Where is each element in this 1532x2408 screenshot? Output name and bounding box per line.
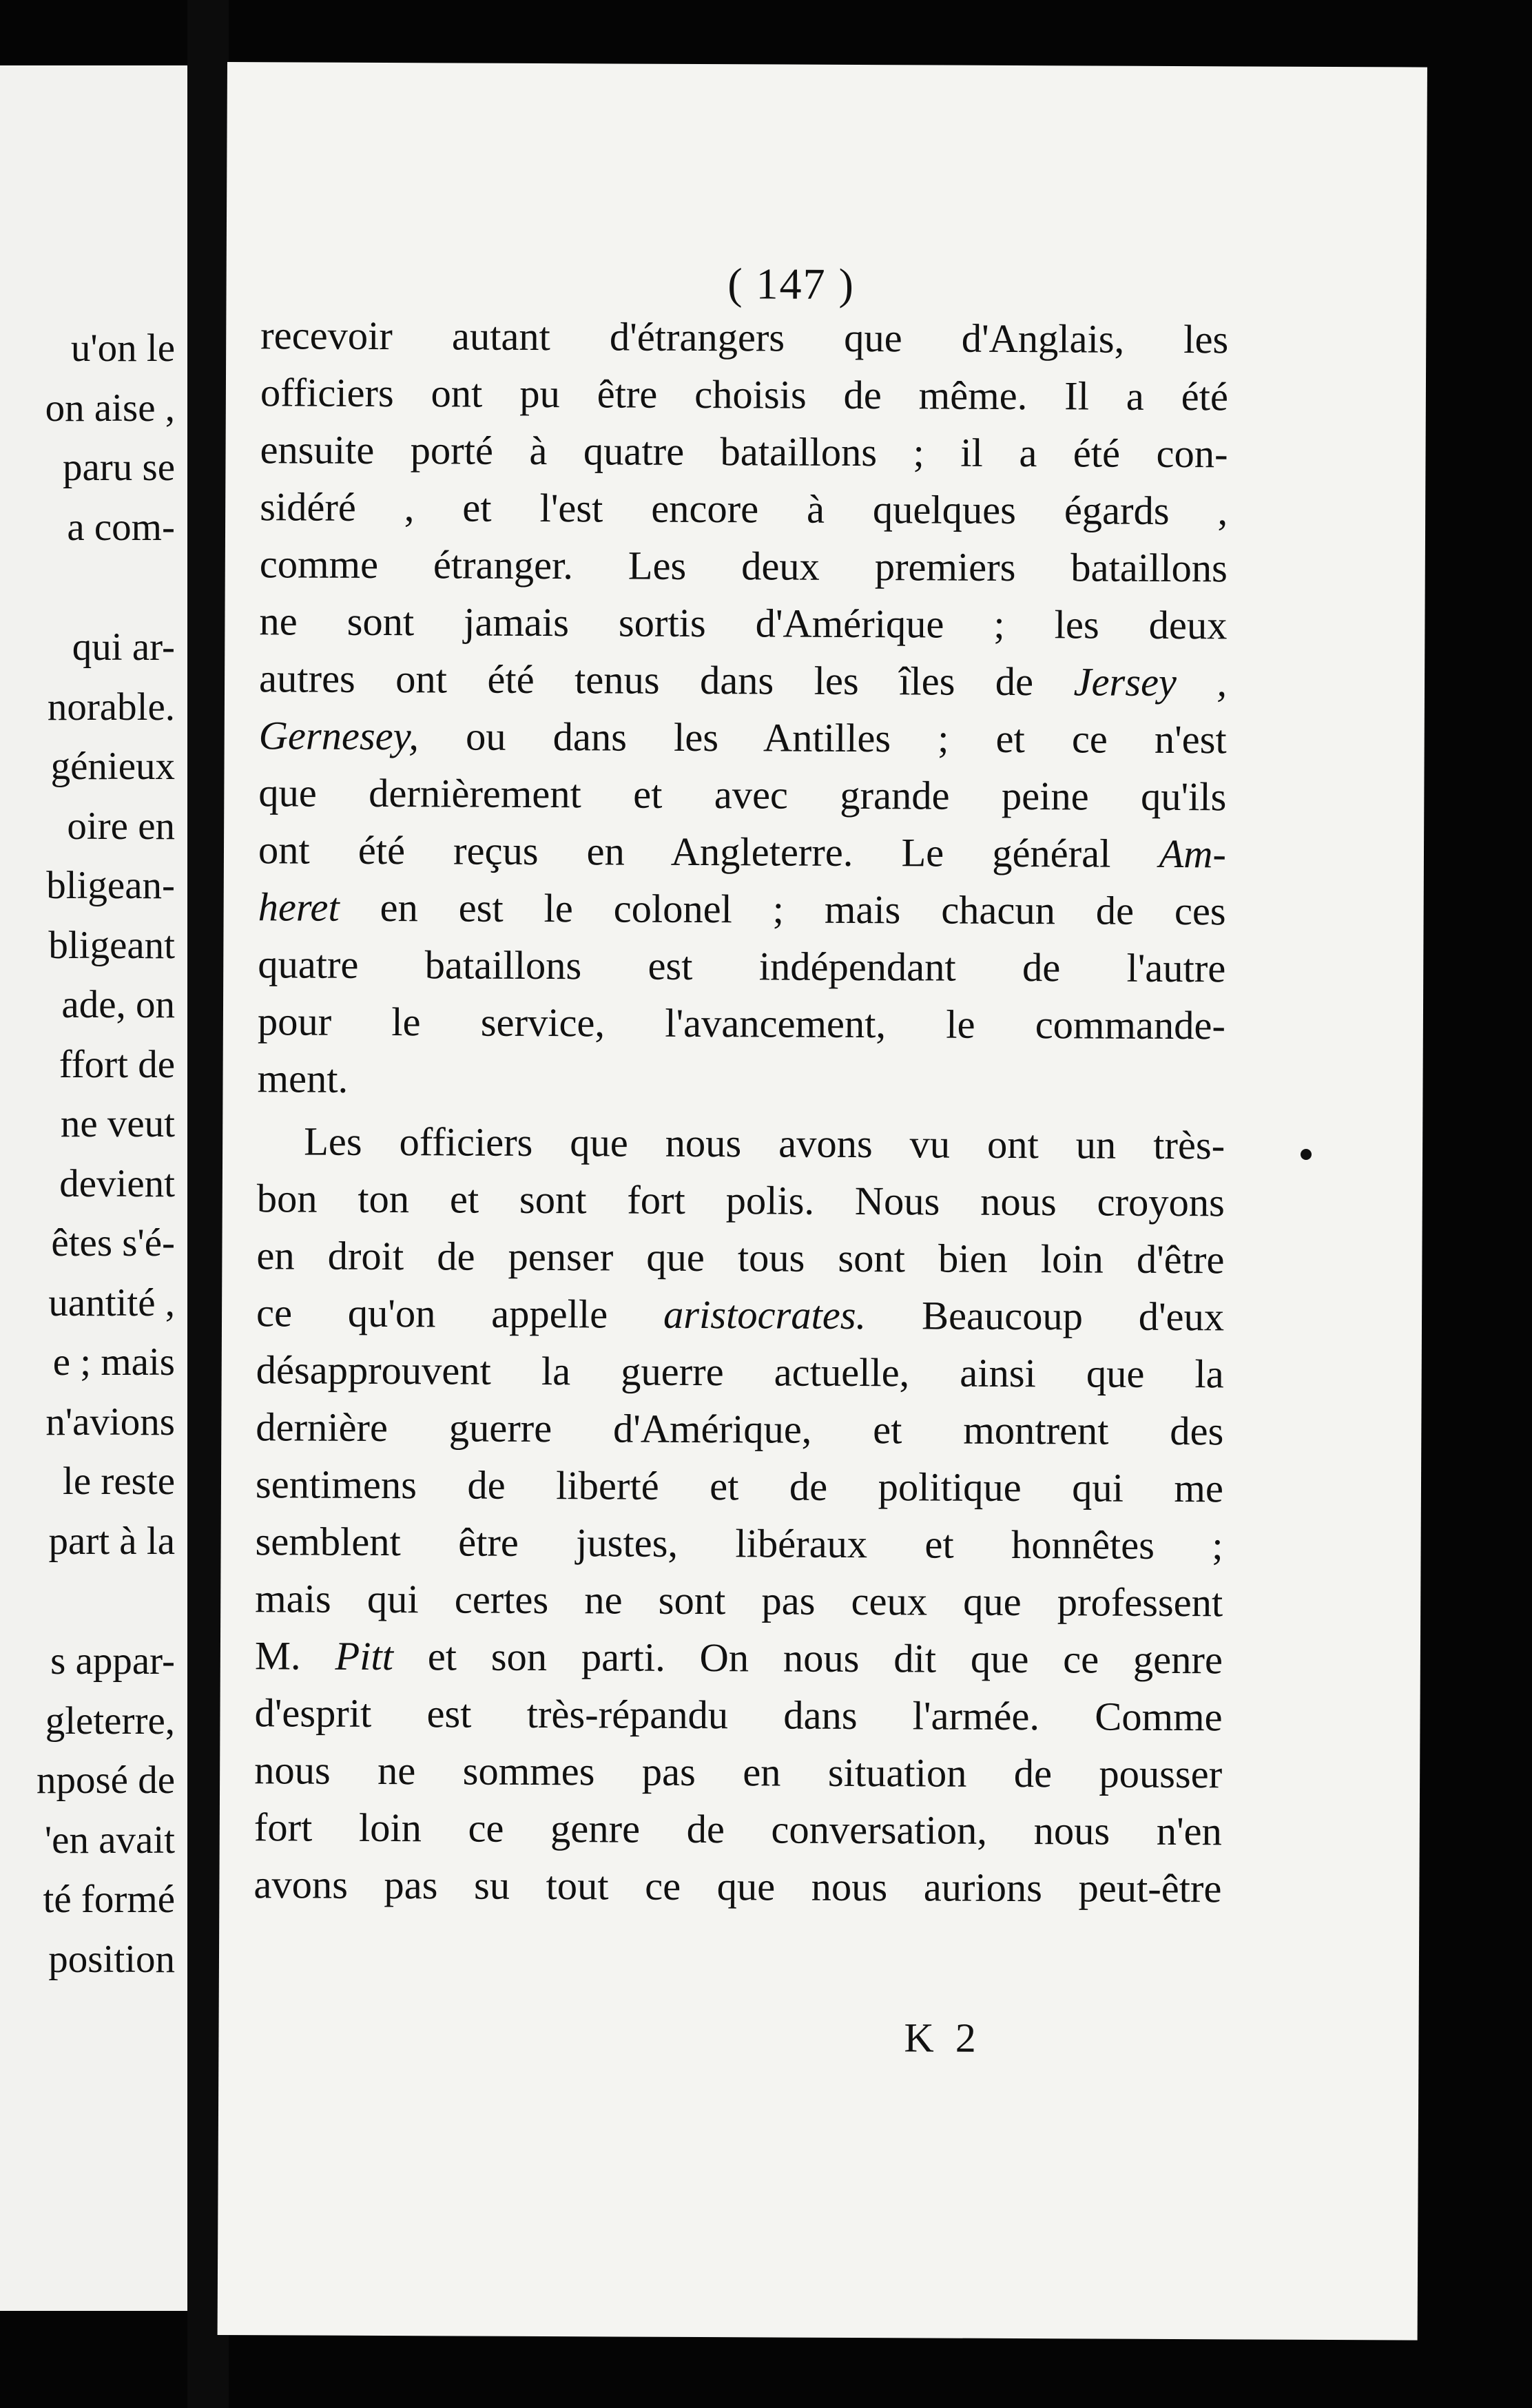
text-line: sidéré , et l'est encore à quelques égards ,	[260, 484, 1228, 534]
previous-page-line: 'en avait	[44, 1818, 175, 1862]
text-segment: M.	[254, 1633, 301, 1679]
book-page	[218, 62, 1427, 2340]
previous-page-line: uantité ,	[48, 1280, 175, 1325]
text-line: comme étranger. Les deux premiers bataillons	[259, 541, 1228, 591]
italic-term: aristocrates.	[663, 1291, 867, 1338]
italic-person-name: heret	[258, 884, 340, 930]
text-segment: en est le colonel ; mais chacun de ces	[380, 884, 1226, 934]
previous-page-line: oire en	[67, 804, 175, 848]
previous-page-line: on aise ,	[45, 386, 175, 430]
text-line: sentimens de liberté et de politique qui me	[255, 1462, 1224, 1511]
previous-page-line: ffort de	[59, 1042, 175, 1086]
text-line	[258, 821, 1226, 882]
previous-page-line: part à la	[48, 1519, 175, 1563]
previous-page-line: nposé de	[36, 1758, 175, 1802]
previous-page-line: êtes s'é-	[51, 1221, 175, 1265]
text-segment: ce qu'on appelle	[256, 1290, 608, 1337]
text-line: fort loin ce genre de conversation, nous n'en	[253, 1805, 1222, 1854]
text-segment: Beaucoup d'eux	[921, 1293, 1225, 1340]
previous-page-line: a com-	[67, 505, 175, 549]
ink-speck	[1301, 1149, 1312, 1160]
previous-page-line: devient	[59, 1161, 175, 1205]
text-line	[259, 650, 1227, 711]
text-line: en droit de penser que tous sont bien loin d'être	[256, 1233, 1225, 1283]
previous-page-line: té formé	[43, 1878, 175, 1921]
text-line: que dernièrement et avec grande peine qu'ils	[258, 770, 1227, 820]
text-line: officiers ont pu être choisis de même. Il a été	[260, 370, 1229, 419]
text-line	[256, 1284, 1224, 1345]
previous-page-line: génieux	[50, 745, 175, 788]
previous-page-line: ne veut	[60, 1102, 175, 1145]
previous-page-line: n'avions	[45, 1400, 175, 1444]
line-gap	[37, 1571, 175, 1632]
previous-page-line: ade, on	[61, 983, 175, 1026]
previous-page-line: position	[48, 1937, 175, 1981]
text-line: ensuite porté à quatre bataillons ; il a été con-	[260, 427, 1228, 477]
text-line: nous ne sommes pas en situation de pousser	[254, 1747, 1223, 1797]
previous-page-line: s appar-	[50, 1639, 175, 1683]
previous-page-text	[37, 319, 175, 1989]
text-segment: autres ont été tenus dans les îles de	[258, 656, 1034, 705]
text-line: semblent être justes, libéraux et honnêtes ;	[255, 1519, 1223, 1568]
previous-page-line: bligeant	[48, 923, 175, 967]
italic-person-name: Am-	[1159, 831, 1227, 877]
text-line: avons pas su tout ce que nous aurions peut-être	[253, 1862, 1222, 1911]
text-line	[258, 878, 1225, 940]
text-line: ment.	[257, 1056, 349, 1101]
text-segment: ont été reçus en Angleterre. Le général	[258, 827, 1111, 876]
italic-place-name: Gernesey,	[258, 713, 420, 759]
previous-page-line: gleterre,	[45, 1699, 175, 1743]
page-body	[253, 307, 1228, 1917]
previous-page-line: bligean-	[46, 864, 175, 907]
text-line: désapprouvent la guerre actuelle, ainsi que la	[256, 1347, 1224, 1397]
line-gap	[37, 557, 175, 618]
text-line: quatre bataillons est indépendant de l'autre	[258, 942, 1226, 991]
text-line	[259, 707, 1227, 768]
text-line: dernière guerre d'Amérique, et montrent des	[256, 1404, 1224, 1454]
text-line	[255, 1627, 1223, 1688]
previous-page-line: le reste	[63, 1460, 175, 1503]
previous-page-line: qui ar-	[72, 625, 175, 669]
text-line: Les officiers que nous avons vu ont un très-	[304, 1119, 1225, 1168]
previous-page-line: e ; mais	[52, 1340, 175, 1384]
text-line: mais qui certes ne sont pas ceux que professent	[255, 1576, 1223, 1626]
text-line: recevoir autant d'étrangers que d'Anglais, les	[260, 313, 1229, 362]
previous-page-line: norable.	[47, 685, 175, 729]
text-line: ne sont jamais sortis d'Amérique ; les deux	[259, 599, 1228, 648]
text-line: bon ton et sont fort polis. Nous nous croyons	[256, 1176, 1225, 1225]
signature-mark: K 2	[904, 2015, 982, 2061]
previous-page-line: u'on le	[70, 326, 175, 370]
text-segment: et son parti. On nous dit que ce genre	[427, 1634, 1223, 1683]
previous-page-fragment	[0, 65, 187, 2311]
text-line: d'esprit est très-répandu dans l'armée. Comme	[254, 1690, 1223, 1740]
italic-place-name: Jersey ,	[1073, 659, 1228, 705]
page-number: ( 147 )	[727, 259, 856, 309]
italic-person-name: Pitt	[335, 1633, 394, 1679]
text-segment: ou dans les Antilles ; et ce n'est	[465, 714, 1227, 762]
previous-page-line: paru se	[62, 446, 175, 489]
text-line: pour le service, l'avancement, le commande-	[257, 999, 1226, 1048]
